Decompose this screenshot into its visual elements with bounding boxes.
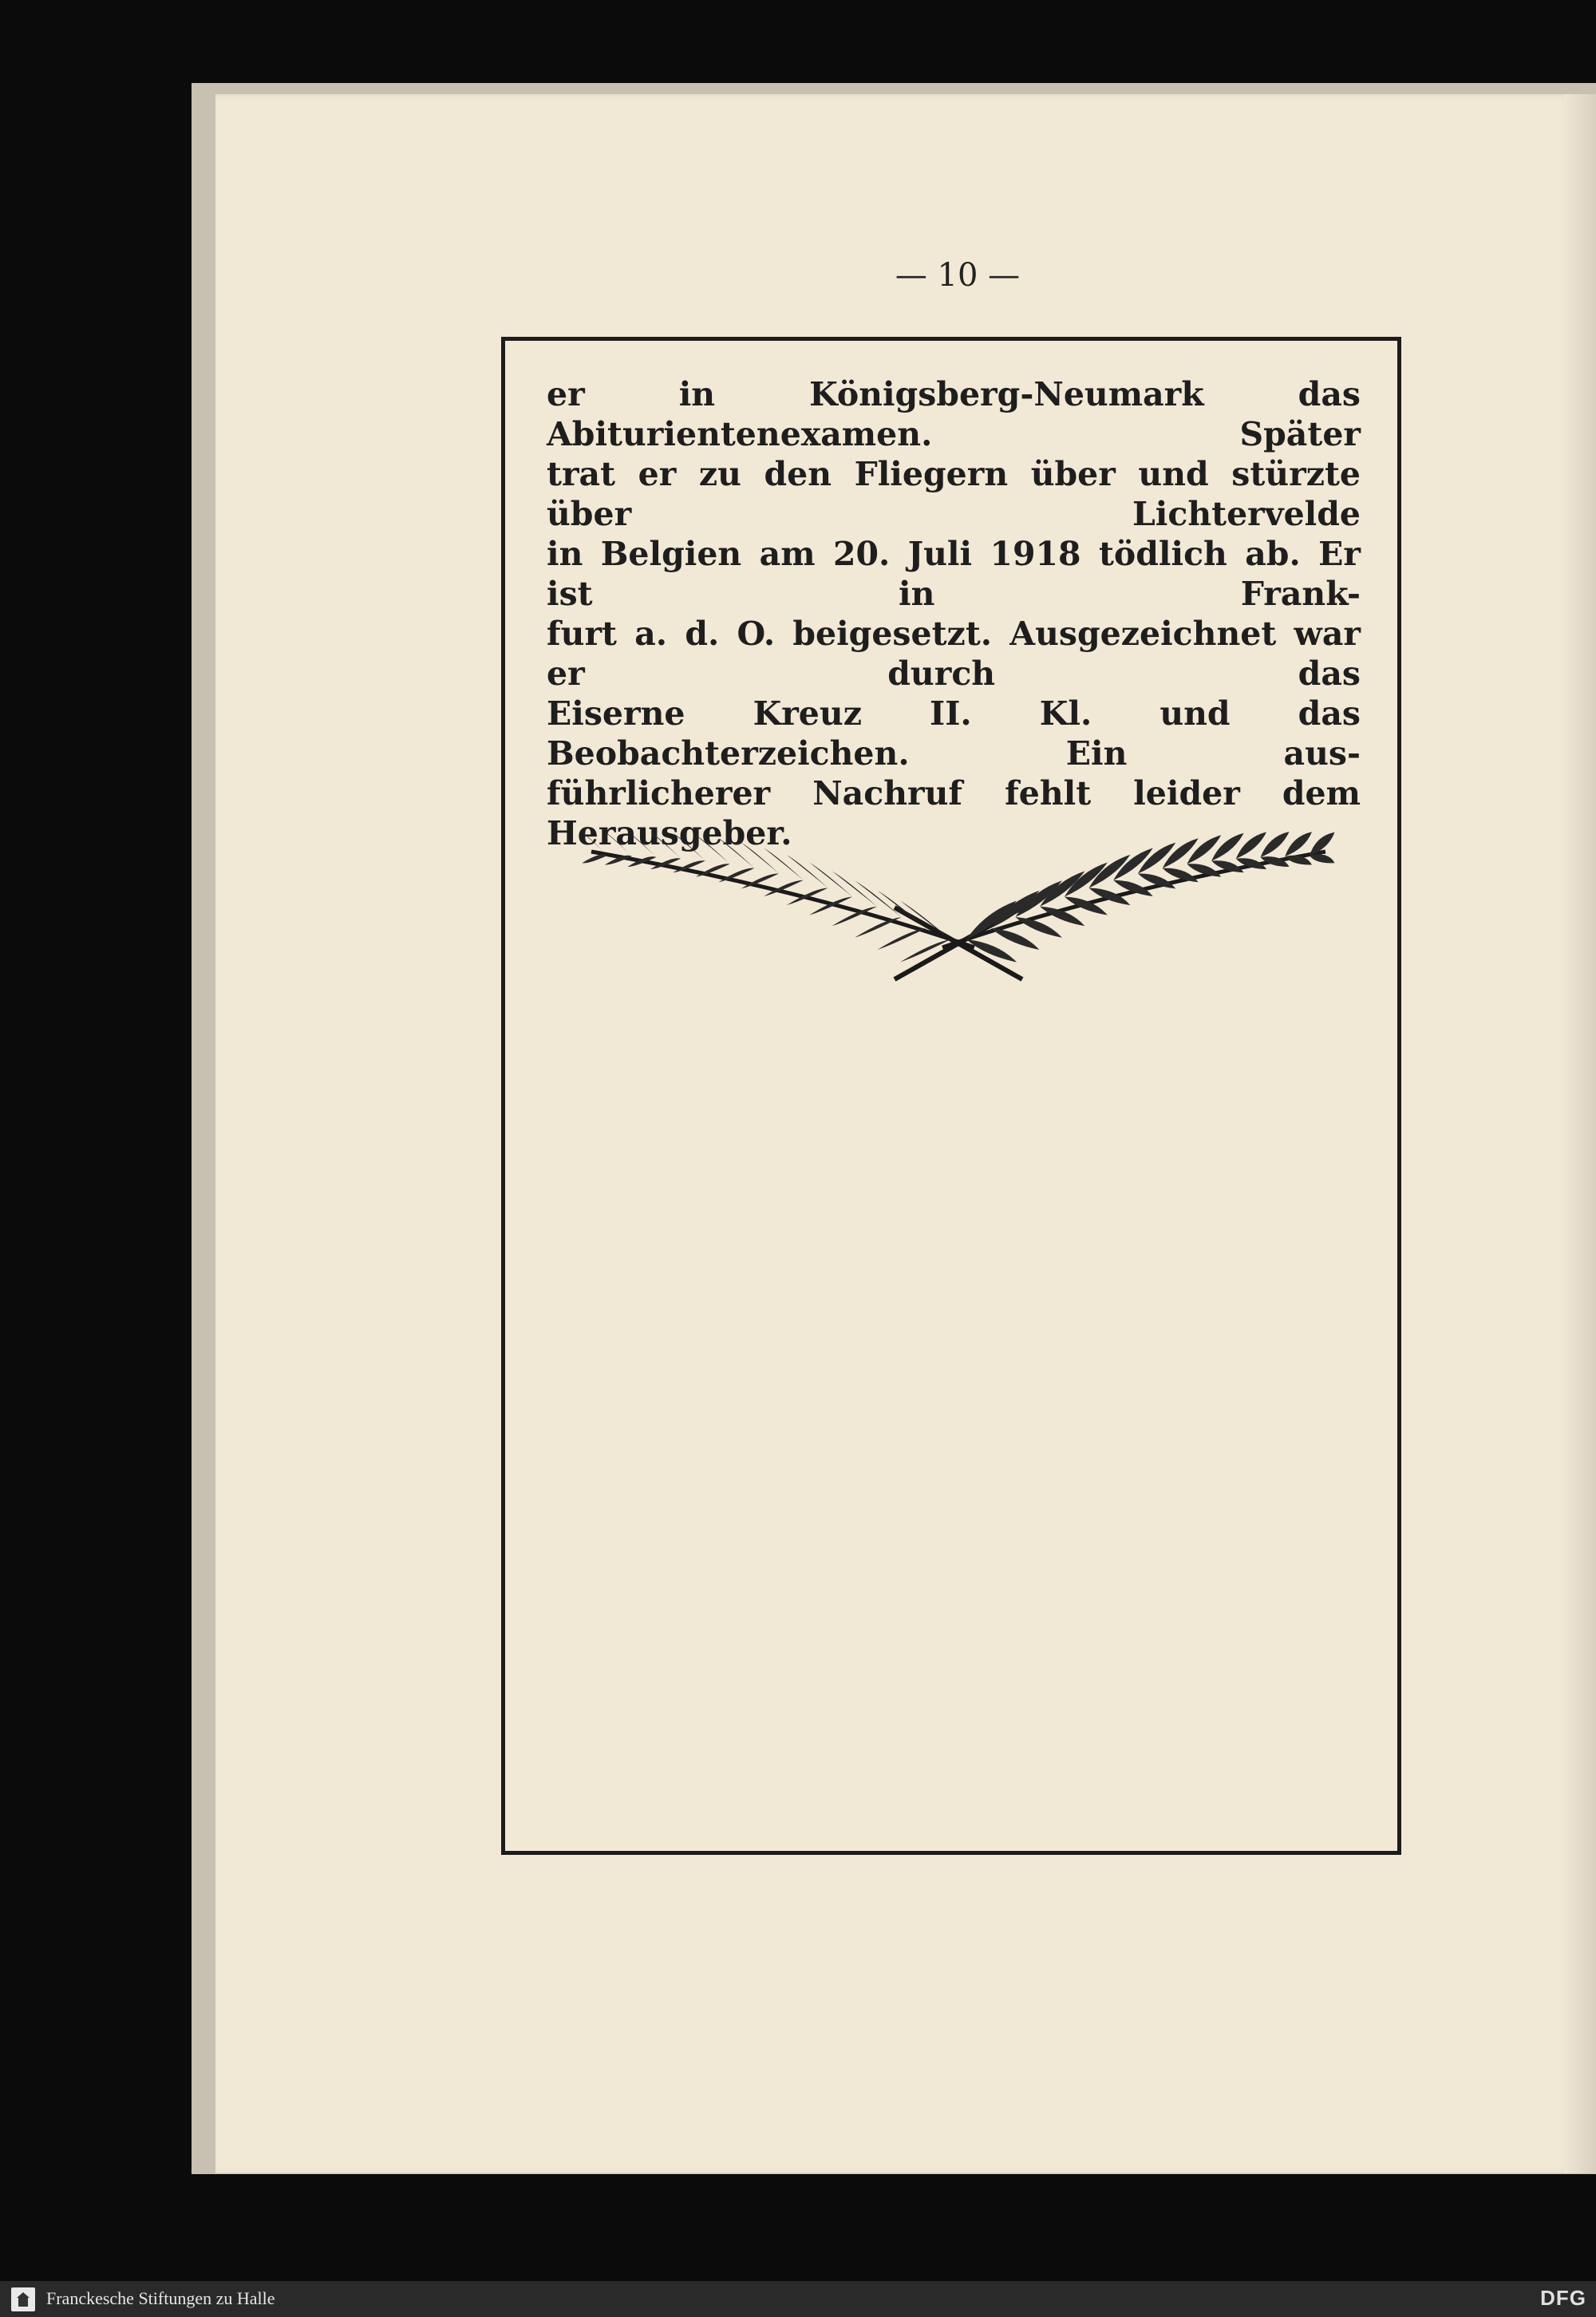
text-line: führlicherer Nachruf fehlt leider dem Herausgeber. [547, 774, 1361, 852]
palm-leaf [1187, 835, 1221, 864]
palm-leaf [1261, 832, 1290, 857]
book-page [215, 94, 1572, 2173]
franckesche-stiftungen-logo-icon[interactable] [11, 2287, 35, 2311]
palm-leaf [1015, 917, 1062, 938]
palm-leaf [696, 835, 730, 864]
institution-name[interactable]: Franckesche Stiftungen zu Halle [46, 2288, 275, 2308]
dfg-logo: DFG [1540, 2286, 1586, 2310]
palm-leaf [627, 832, 656, 857]
text-line: in Belgien am 20. Juli 1918 tödlich ab. Er ist in Frank- [547, 535, 1361, 613]
page-edge [1564, 94, 1596, 2173]
palm-leaf [673, 833, 705, 861]
palm-leaf [650, 832, 681, 858]
palm-leaf [855, 917, 902, 938]
palm-branch-ornament [575, 820, 1341, 987]
palm-leaf [605, 832, 632, 856]
palm-leaf [583, 855, 608, 864]
palm-leaf [878, 928, 926, 950]
text-frame [501, 337, 1401, 1855]
palm-leaf [991, 928, 1040, 950]
text-line: er in Königsberg-Neumark das Abiturientenexamen. Später [547, 375, 1361, 453]
page-number: — 10 — [895, 257, 1021, 294]
palm-leaf [1310, 855, 1335, 864]
palm-leaf [718, 838, 754, 868]
text-line: Eiserne Kreuz II. Kl. und das Beobachterzeichen. Ein aus- [547, 694, 1361, 773]
footer-bar [0, 2281, 1596, 2317]
text-line: furt a. d. O. beigesetzt. Ausgezeichnet war er durch das [547, 615, 1361, 693]
palm-leaf [1285, 832, 1312, 856]
body-text [547, 374, 1361, 853]
text-line: trat er zu den Fliegern über und stürzte über Lichtervelde [547, 455, 1361, 533]
palm-leaf [1163, 838, 1199, 868]
